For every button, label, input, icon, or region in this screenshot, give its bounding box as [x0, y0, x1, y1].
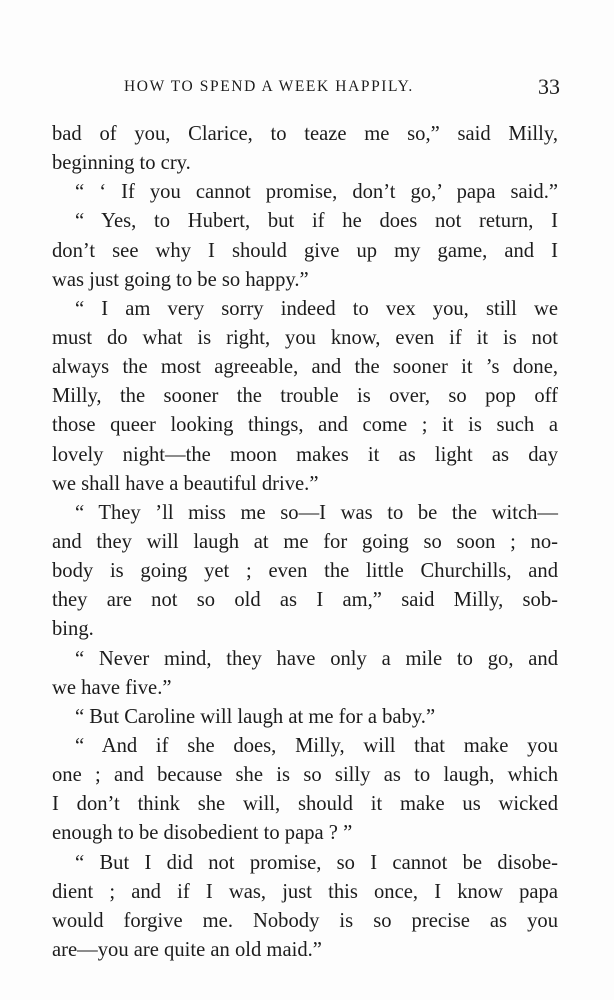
running-header: [52, 76, 560, 100]
text-line: beginning to cry.: [52, 152, 191, 175]
text-line: we shall have a beautiful drive.”: [52, 472, 319, 495]
text-line: bing.: [52, 618, 94, 641]
text-line: must do what is right, you know, even if it is not: [52, 326, 558, 349]
text-line: Milly, the sooner the trouble is over, so pop off: [52, 385, 558, 408]
text-line: and they will laugh at me for going so soon ; no-: [52, 530, 558, 553]
text-line: “ But Caroline will laugh at me for a baby.”: [75, 705, 436, 728]
text-line: “ And if she does, Milly, will that make you: [75, 734, 558, 757]
text-line: always the most agreeable, and the sooner it ’s done,: [52, 356, 558, 379]
text-line: “ I am very sorry indeed to vex you, still we: [75, 297, 558, 320]
text-line: we have five.”: [52, 676, 172, 699]
text-line: they are not so old as I am,” said Milly, sob-: [52, 589, 558, 612]
text-line: was just going to be so happy.”: [52, 268, 309, 291]
text-line: “ Yes, to Hubert, but if he does not return, I: [75, 210, 558, 233]
text-line: lovely night—the moon makes it as light as day: [52, 443, 558, 466]
text-line: “ Never mind, they have only a mile to go, and: [75, 647, 558, 670]
text-line: “ They ’ll miss me so—I was to be the witch—: [75, 501, 558, 524]
page-number: 33: [538, 74, 560, 99]
text-line: enough to be disobedient to papa ? ”: [52, 822, 353, 845]
text-line: would forgive me. Nobody is so precise as you: [52, 909, 558, 932]
text-line: bad of you, Clarice, to teaze me so,” said Milly,: [52, 123, 558, 145]
text-line: don’t see why I should give up my game, and I: [52, 239, 558, 262]
text-line: those queer looking things, and come ; it is such a: [52, 414, 558, 437]
text-line: I don’t think she will, should it make us wicked: [52, 793, 558, 816]
running-title: HOW TO SPEND A WEEK HAPPILY.: [124, 78, 414, 95]
text-line: “ ‘ If you cannot promise, don’t go,’ papa said.”: [75, 181, 558, 204]
body-text: [52, 120, 558, 965]
text-line: dient ; and if I was, just this once, I know papa: [52, 880, 558, 903]
text-line: are—you are quite an old maid.”: [52, 938, 322, 961]
text-line: body is going yet ; even the little Churchills, and: [52, 560, 558, 583]
text-line: one ; and because she is so silly as to laugh, which: [52, 764, 558, 787]
text-line: “ But I did not promise, so I cannot be disobe-: [75, 851, 558, 874]
